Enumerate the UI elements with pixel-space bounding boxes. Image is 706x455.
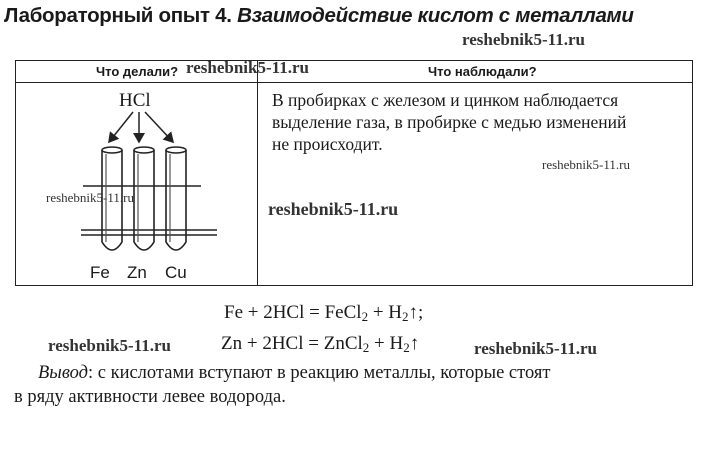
conclusion: [14, 361, 699, 409]
eq-sub: 2: [362, 340, 370, 355]
watermark: reshebnik5-11.ru: [474, 339, 597, 358]
test-tubes-diagram: [15, 82, 255, 286]
eq-arrow: ↑;: [408, 302, 424, 323]
eq-arrow: ↑: [409, 333, 420, 354]
col-header-what-done: Что делали?: [96, 64, 179, 79]
watermark: reshebnik5-11.ru: [186, 58, 309, 77]
watermark: reshebnik5-11.ru: [542, 157, 630, 172]
hcl-label: HCl: [119, 90, 151, 111]
table-header: [16, 61, 692, 83]
conclusion-text: : с кислотами вступают в реакцию металлы, которые стоят: [87, 363, 551, 383]
eq-part: Zn + 2HCl = ZnCl: [221, 333, 363, 354]
watermark: reshebnik5-11.ru: [268, 199, 399, 219]
equation-zn: [221, 333, 419, 356]
observation-line: В пробирках с железом и цинком наблюдается: [272, 90, 619, 110]
eq-part: Fe + 2HCl = FeCl: [224, 302, 362, 323]
eq-part: + H: [369, 333, 404, 354]
arrow-to-cu: [145, 112, 173, 142]
title-topic: Взаимодействие кислот с металлами: [237, 4, 634, 27]
metal-label-fe: Fe: [90, 263, 110, 282]
column-divider: [257, 61, 258, 285]
conclusion-line-1: [14, 361, 699, 385]
watermark: reshebnik5-11.ru: [48, 336, 171, 355]
watermark: reshebnik5-11.ru: [462, 30, 585, 49]
eq-sub: 2: [361, 309, 369, 324]
observation-line: выделение газа, в пробирке с медью изменений: [272, 112, 627, 132]
conclusion-line-2: в ряду активности левее водорода.: [14, 387, 286, 407]
metal-label-zn: Zn: [127, 263, 147, 282]
eq-sub: 2: [402, 309, 409, 324]
col-header-what-observed: Что наблюдали?: [428, 64, 537, 79]
equation-fe: [224, 302, 423, 325]
page-title: [4, 4, 704, 28]
conclusion-label: Вывод: [38, 363, 88, 383]
eq-part: + H: [368, 302, 402, 323]
observation-text: [272, 89, 692, 155]
watermark: reshebnik5-11.ru: [46, 190, 134, 205]
observation-line: не происходит.: [272, 134, 383, 154]
metal-label-cu: Cu: [165, 263, 187, 282]
arrow-to-fe: [109, 112, 133, 142]
eq-sub: 2: [403, 340, 410, 355]
title-prefix: Лабораторный опыт 4.: [4, 4, 232, 27]
